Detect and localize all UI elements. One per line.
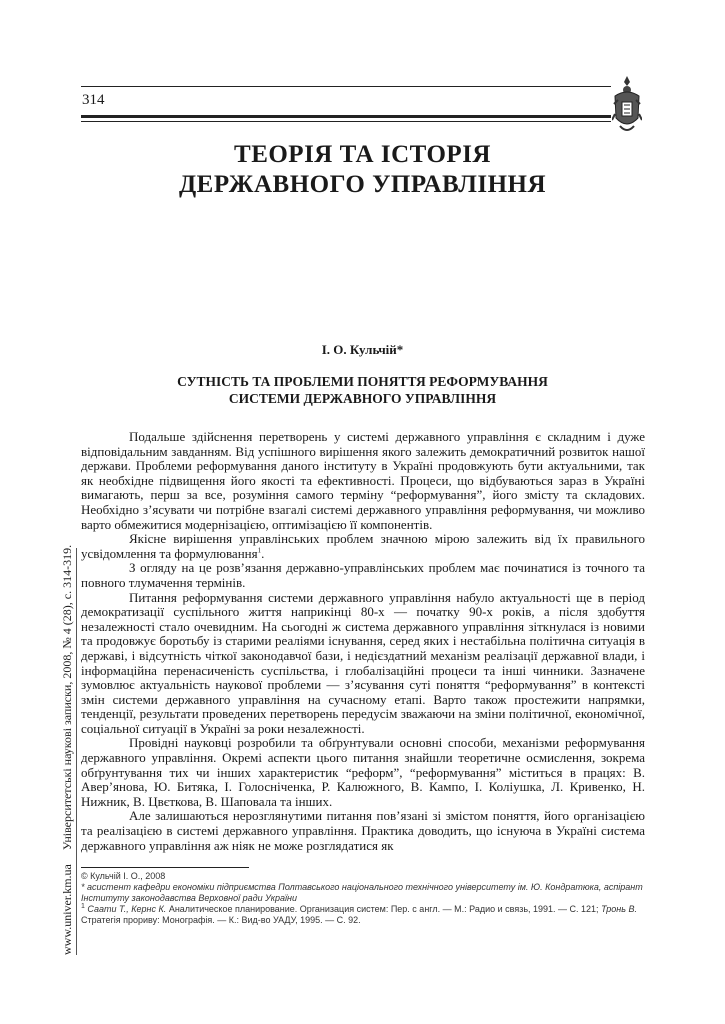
article-body: [81, 430, 645, 853]
author-note: * асистент кафедри економіки підприємства Полтавського національного технічного університету ім. Ю. Кондратюка, аспірант Інституту законодавства Верховної ради України: [81, 882, 643, 904]
paragraph: Питання реформування системи державного управління набуло актуальності ще в період демократизації суспільного життя наприкінці 80-х — початку 90-х років, а після здобуття незалежності стало очевидним. На сьогодні ж система державного управління зіткнулася із новими та продовжує боротьбу із старими реаліями існування, серед яких і нестабільна політична ситуація в державі, і відсутність чіткої законодавчої бази, і недієздатний механізм реалізації державної влади, і інформаційна перенасиченість суспільства, і глобалізаційні процеси та інші чинники. Зазначене зумовлює актуальність наукової проблеми — з’ясування суті поняття “реформування” в контексті змін системи державного управління на сучасному етапі. Варто також простежити напрямки, тенденції, результати проведених перетворень передусім зважаючи на зміни політичної, економічної, соціальної ситуації в Україні за роки незалежності.: [81, 589, 645, 736]
paragraph: Провідні науковці розробили та обґрунтували основні способи, механізми реформування державного управління. Окремі аспекти цього питання знайшли теоретичне осмислення, зокрема обґрунтування тих чи інших характеристик “реформ”, “реформування” міститься в працях: В. Авер’янова, Ю. Битяка, І. Голосніченка, Р. Калюжного, В. Кампо, І. Коліушка, Л. Кривенко, Н. Нижник, В. Цвєткова, В. Шаповала та інших.: [81, 735, 645, 809]
paragraph: З огляду на це розв’язання державно-управлінських проблем має починатися із точного та повного тлумачення термінів.: [81, 560, 645, 590]
header-rule-top: [81, 86, 611, 87]
content-column: [81, 430, 645, 926]
paragraph: Подальше здійснення перетворень у системі державного управління є складним і дуже відповідальним завданням. Від успішного вирішення якого залежить демократичний розвиток нашої держави. Проблеми реформування даного інституту в Україні продовжують бути актуальними, так як необхідне підвищення його якості та ефективності. Процеси, що відбуваються зараз в Україні вимагають, перш за все, розуміння самого терміну “реформування”, його змісту та складових. Необхідно з’ясувати чи потрібне взагалі системі державного управління реформування, чи можливо варто обмежитися модернізацією, оптимізацією її компонентів.: [81, 429, 645, 532]
reference-note: [81, 904, 645, 926]
paragraph: [81, 532, 645, 561]
paragraph-text: Якісне вирішення управлінських проблем значною мірою залежить від їх правильного усвідомлення та формулювання: [81, 531, 645, 561]
ref1-text: Аналитическое планирование. Организация систем: Пер. с англ. — М.: Радио и связь, 1991. — С. 121;: [168, 904, 599, 915]
footnote-divider: [81, 867, 249, 868]
paragraph-end: .: [261, 545, 265, 561]
author: І. О. Кульчій*: [321, 342, 404, 357]
journal-citation: [60, 545, 74, 955]
side-divider: [76, 548, 77, 955]
footnote-ref: 1: [257, 546, 262, 555]
article-title-line1: СУТНІСТЬ ТА ПРОБЛЕМИ ПОНЯТТЯ РЕФОРМУВАННЯ: [177, 374, 548, 389]
footnote-mark: 1: [81, 903, 85, 911]
ref1-authors: Саати Т., Кернс К.: [87, 904, 167, 915]
article-title: [0, 373, 725, 407]
section-title: [0, 140, 725, 200]
page-number: 314: [82, 92, 105, 108]
section-title-line1: ТЕОРІЯ ТА ІСТОРІЯ: [234, 141, 491, 168]
copyright-note: © Кульчій І. О., 2008: [81, 871, 166, 882]
header-rule-thin: [81, 121, 611, 122]
university-emblem-icon: [612, 74, 642, 136]
article-title-line2: СИСТЕМИ ДЕРЖАВНОГО УПРАВЛІННЯ: [228, 391, 497, 406]
paragraph: Але залишаються нерозглянутими питання пов’язані зі змістом поняття, його організацією та реалізацією в системі державного управління. Практика доводить, що існуюча в Україні система державного управління аж ніяк не може розглядатися як: [81, 808, 645, 853]
footnotes: [81, 871, 645, 926]
section-title-line2: ДЕРЖАВНОГО УПРАВЛІННЯ: [178, 171, 547, 198]
header-rule-thick: [81, 115, 611, 118]
journal-reference: Університетські наукові записки, 2008, № 4 (28), с. 314-319.: [60, 544, 74, 851]
ref2-author: Тронь В.: [601, 904, 637, 915]
ref2-text: Стратегія прориву: Монографія. — К.: Вид-во УАДУ, 1995. — С. 92.: [81, 915, 361, 926]
journal-url: www.univer.km.ua: [60, 864, 74, 955]
